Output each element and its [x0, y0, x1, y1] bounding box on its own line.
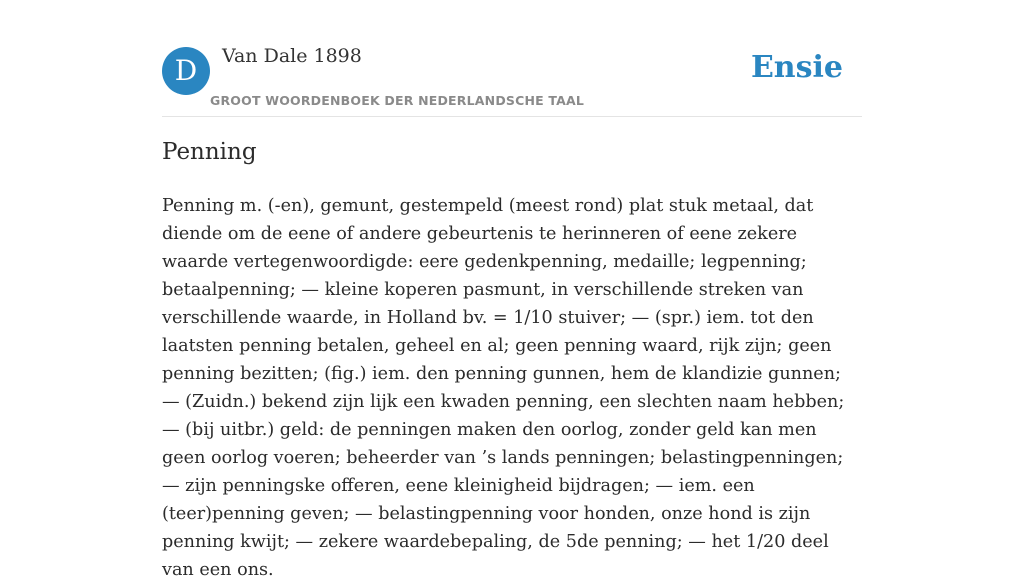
dictionary-subtitle: GROOT WOORDENBOEK DER NEDERLANDSCHE TAAL [210, 93, 585, 108]
header [162, 0, 862, 117]
entry-definition: Penning m. (-en), gemunt, gestempeld (meest rond) plat stuk metaal, dat diende om de eene of andere gebeurtenis te herinneren of eene zekere waarde vertegenwoordigde: eere gedenkpenning, medaille; legpenning; betaalpenning; — kleine koperen pasmunt, in verschillende streken van verschillende waarde, in Holland bv. = 1/10 stuiver; — (spr.) iem. tot den laatsten penning betalen, geheel en al; geen penning waard, rijk zijn; geen penning bezitten; (fig.) iem. den penning gunnen, hem de klandizie gunnen; — (Zuidn.) bekend zijn lijk een kwaden penning, een slechten naam hebben; — (bij uitbr.) geld: de penningen maken den oorlog, zonder geld kan men geen oorlog voeren; beheerder van ’s lands penningen; belastingpenningen; — zijn penningske offeren, eene kleinigheid bijdragen; — iem. een (teer)penning geven; — belastingpenning voor honden, onze hond is zijn penning kwijt; — zekere waardebepaling, de 5de penning; — het 1/20 deel van een ons. [162, 196, 845, 580]
ensie-logo-link[interactable]: Ensie [750, 50, 843, 85]
page-container [162, 0, 862, 580]
dictionary-name-link[interactable]: Van Dale 1898 [222, 45, 362, 67]
entry-title: Penning [162, 139, 257, 165]
dictionary-logo[interactable]: D [162, 47, 210, 95]
